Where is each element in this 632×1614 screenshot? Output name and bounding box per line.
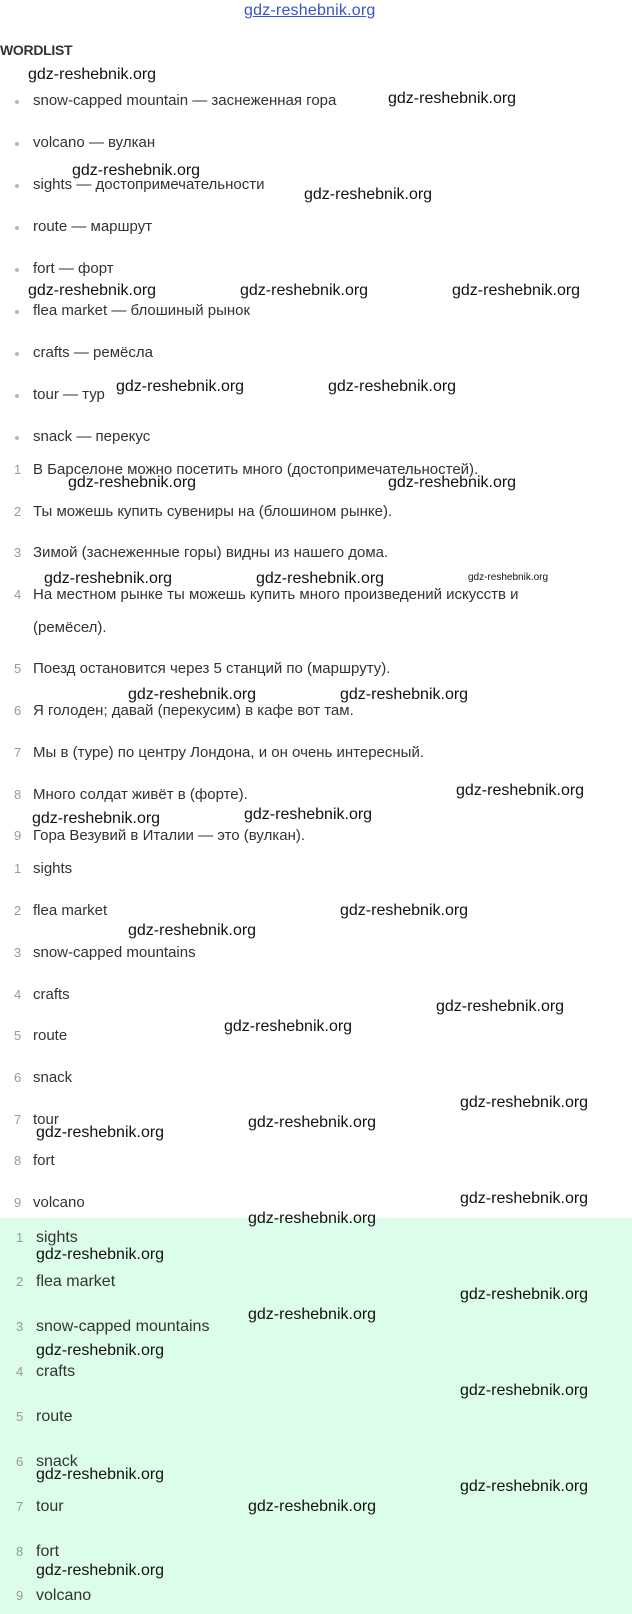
answer-text: route bbox=[36, 1408, 73, 1425]
sentence-text: Зимой (заснеженные горы) видны из нашего дома. bbox=[33, 544, 389, 561]
watermark: gdz-reshebnik.org bbox=[36, 1124, 165, 1141]
sentence-number: 8 bbox=[14, 787, 22, 802]
watermark: gdz-reshebnik.org bbox=[460, 1094, 589, 1111]
watermark: gdz-reshebnik.org bbox=[240, 282, 369, 299]
answer-number: 9 bbox=[16, 1588, 24, 1603]
bullet-icon bbox=[15, 142, 19, 146]
sentence-text: Поезд остановится через 5 станций по (маршруту). bbox=[33, 660, 391, 677]
answer-text: snack bbox=[33, 1069, 73, 1086]
sentence-text: На местном рынке ты можешь купить много произведений искусств и bbox=[33, 586, 519, 603]
answer-text: crafts bbox=[36, 1363, 76, 1380]
watermark: gdz-reshebnik.org bbox=[248, 1306, 377, 1323]
watermark: gdz-reshebnik.org bbox=[248, 1498, 377, 1515]
answer-number: 2 bbox=[16, 1274, 24, 1289]
bullet-icon bbox=[15, 226, 19, 230]
watermark: gdz-reshebnik.org bbox=[460, 1286, 589, 1303]
sentence-number: 6 bbox=[14, 703, 22, 718]
bullet-icon bbox=[15, 436, 19, 440]
watermark: gdz-reshebnik.org bbox=[388, 474, 517, 491]
bullet-icon bbox=[15, 394, 19, 398]
watermark: gdz-reshebnik.org bbox=[460, 1478, 589, 1495]
watermark: gdz-reshebnik.org bbox=[460, 1190, 589, 1207]
wordlist-title: WORDLIST bbox=[0, 42, 73, 58]
bullet-icon bbox=[15, 100, 19, 104]
answer-text: fort bbox=[36, 1543, 60, 1560]
watermark: gdz-reshebnik.org bbox=[468, 572, 549, 583]
answer-text: volcano bbox=[36, 1587, 92, 1604]
answer-text: snow-capped mountains bbox=[36, 1318, 210, 1335]
answer-number: 5 bbox=[14, 1028, 22, 1043]
answer-number: 2 bbox=[14, 903, 22, 918]
watermark: gdz-reshebnik.org bbox=[224, 1018, 353, 1035]
answer-number: 6 bbox=[16, 1454, 24, 1469]
answer-text: sights bbox=[36, 1229, 78, 1246]
answer-number: 3 bbox=[14, 945, 22, 960]
bullet-icon bbox=[15, 184, 19, 188]
watermark: gdz-reshebnik.org bbox=[340, 686, 469, 703]
wordlist-item-text: flea market — блошиный рынок bbox=[33, 302, 251, 319]
wordlist-item-text: crafts — ремёсла bbox=[33, 344, 153, 361]
bullet-icon bbox=[15, 268, 19, 272]
wordlist-item-text: route — маршрут bbox=[33, 218, 153, 235]
watermark: gdz-reshebnik.org bbox=[248, 1114, 377, 1131]
watermark: gdz-reshebnik.org bbox=[128, 922, 257, 939]
header-watermark-link[interactable]: gdz-reshebnik.org bbox=[244, 2, 376, 19]
sentence-number: 2 bbox=[14, 504, 22, 519]
sentence-text: Мы в (туре) по центру Лондона, и он очень интересный. bbox=[33, 744, 424, 761]
sentence-text: Я голоден; давай (перекусим) в кафе вот там. bbox=[33, 702, 354, 719]
answer-text: crafts bbox=[33, 986, 70, 1003]
sentence-number: 5 bbox=[14, 661, 22, 676]
sentence-number: 4 bbox=[14, 587, 22, 602]
answer-number: 4 bbox=[16, 1364, 24, 1379]
answer-text: snow-capped mountains bbox=[33, 944, 196, 961]
watermark: gdz-reshebnik.org bbox=[128, 686, 257, 703]
sentence-text: В Барселоне можно посетить много (достопримечательностей). bbox=[33, 461, 479, 478]
answer-number: 5 bbox=[16, 1409, 24, 1424]
wordlist-item-text: sights — достопримечательности bbox=[33, 176, 265, 193]
answer-number: 1 bbox=[16, 1230, 24, 1245]
watermark: gdz-reshebnik.org bbox=[44, 570, 173, 587]
answer-text: tour bbox=[33, 1111, 59, 1128]
watermark: gdz-reshebnik.org bbox=[36, 1466, 165, 1483]
sentence-text: Гора Везувий в Италии — это (вулкан). bbox=[33, 827, 306, 844]
watermark: gdz-reshebnik.org bbox=[256, 570, 385, 587]
answer-text: flea market bbox=[33, 902, 108, 919]
watermark: gdz-reshebnik.org bbox=[36, 1246, 165, 1263]
watermark: gdz-reshebnik.org bbox=[244, 806, 373, 823]
sentence-number: 1 bbox=[14, 462, 22, 477]
answer-number: 4 bbox=[14, 987, 22, 1002]
watermark: gdz-reshebnik.org bbox=[328, 378, 457, 395]
watermark: gdz-reshebnik.org bbox=[28, 66, 157, 83]
watermark: gdz-reshebnik.org bbox=[248, 1210, 377, 1227]
watermark: gdz-reshebnik.org bbox=[340, 902, 469, 919]
sentence-number: 7 bbox=[14, 745, 22, 760]
answer-text: volcano bbox=[33, 1194, 85, 1211]
answer-text: fort bbox=[33, 1152, 55, 1169]
answer-text: route bbox=[33, 1027, 68, 1044]
wordlist-item-text: snack — перекус bbox=[33, 428, 151, 445]
wordlist-item-text: snow-capped mountain — заснеженная гора bbox=[33, 92, 337, 109]
answer-text: snack bbox=[36, 1453, 78, 1470]
answer-number: 7 bbox=[16, 1499, 24, 1514]
watermark: gdz-reshebnik.org bbox=[304, 186, 433, 203]
answer-number: 9 bbox=[14, 1195, 22, 1210]
watermark: gdz-reshebnik.org bbox=[36, 1562, 165, 1579]
answer-number: 8 bbox=[14, 1153, 22, 1168]
watermark: gdz-reshebnik.org bbox=[436, 998, 565, 1015]
watermark: gdz-reshebnik.org bbox=[68, 474, 197, 491]
watermark: gdz-reshebnik.org bbox=[32, 810, 161, 827]
wordlist-item-text: fort — форт bbox=[33, 260, 114, 277]
bullet-icon bbox=[15, 352, 19, 356]
answer-number: 7 bbox=[14, 1112, 22, 1127]
answer-number: 8 bbox=[16, 1544, 24, 1559]
sentence-text: (ремёсел). bbox=[33, 619, 107, 636]
watermark: gdz-reshebnik.org bbox=[72, 162, 201, 179]
wordlist-item-text: tour — тур bbox=[33, 386, 105, 403]
answer-number: 3 bbox=[16, 1319, 24, 1334]
watermark: gdz-reshebnik.org bbox=[452, 282, 581, 299]
sentence-text: Ты можешь купить сувениры на (блошином рынке). bbox=[33, 503, 393, 520]
watermark: gdz-reshebnik.org bbox=[388, 90, 517, 107]
answer-number: 6 bbox=[14, 1070, 22, 1085]
answer-text: tour bbox=[36, 1498, 64, 1515]
sentence-number: 3 bbox=[14, 545, 22, 560]
watermark: gdz-reshebnik.org bbox=[28, 282, 157, 299]
sentence-text: Много солдат живёт в (форте). bbox=[33, 786, 248, 803]
wordlist-item-text: volcano — вулкан bbox=[33, 134, 156, 151]
answer-panel bbox=[0, 1218, 632, 1614]
bullet-icon bbox=[15, 310, 19, 314]
watermark: gdz-reshebnik.org bbox=[456, 782, 585, 799]
sentence-number: 9 bbox=[14, 828, 22, 843]
answer-text: sights bbox=[33, 860, 73, 877]
watermark: gdz-reshebnik.org bbox=[116, 378, 245, 395]
watermark: gdz-reshebnik.org bbox=[36, 1342, 165, 1359]
answer-text: flea market bbox=[36, 1273, 116, 1290]
answer-number: 1 bbox=[14, 861, 22, 876]
watermark: gdz-reshebnik.org bbox=[460, 1382, 589, 1399]
